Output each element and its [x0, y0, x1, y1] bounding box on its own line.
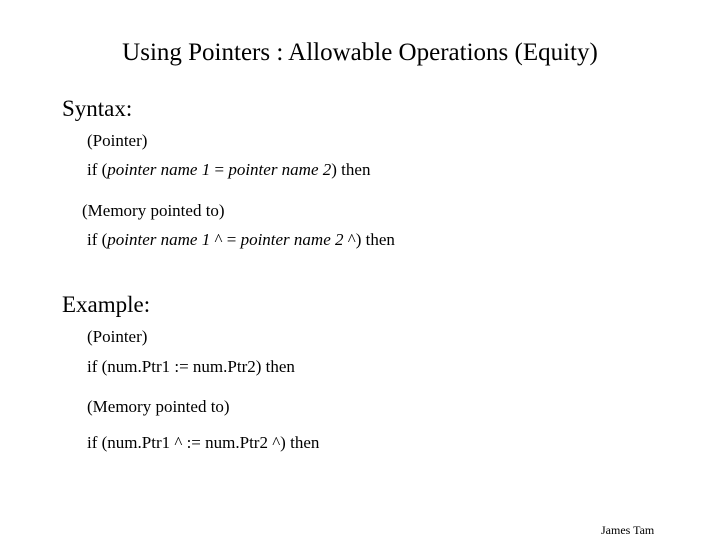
code-prefix: if (: [87, 160, 108, 179]
placeholder-pointer-name-2: pointer name 2: [240, 230, 344, 249]
equality-operator: =: [210, 160, 229, 179]
code-suffix: ) then: [331, 160, 371, 179]
example-memory-label: (Memory pointed to): [87, 397, 230, 416]
example-pointer-label: (Pointer): [87, 327, 148, 346]
syntax-pointer-line: [87, 161, 370, 178]
syntax-memory-line: [87, 231, 395, 248]
example-pointer-line: if (num.Ptr1 := num.Ptr2) then: [87, 357, 295, 376]
example-memory-line: if (num.Ptr1 ^ := num.Ptr2 ^) then: [87, 433, 320, 452]
placeholder-pointer-name-2: pointer name 2: [228, 160, 332, 179]
placeholder-pointer-name-1: pointer name 1: [107, 160, 211, 179]
slide-title: Using Pointers : Allowable Operations (Equity): [122, 39, 598, 66]
dereference-equality-operator: ^ =: [210, 230, 241, 249]
author-footer: James Tam: [601, 523, 655, 537]
syntax-heading: Syntax:: [62, 96, 133, 121]
syntax-pointer-label: (Pointer): [87, 131, 148, 150]
placeholder-pointer-name-1: pointer name 1: [107, 230, 211, 249]
example-heading: Example:: [62, 292, 151, 317]
syntax-memory-label: (Memory pointed to): [82, 201, 225, 220]
code-prefix: if (: [87, 230, 108, 249]
code-suffix: ^) then: [343, 230, 395, 249]
